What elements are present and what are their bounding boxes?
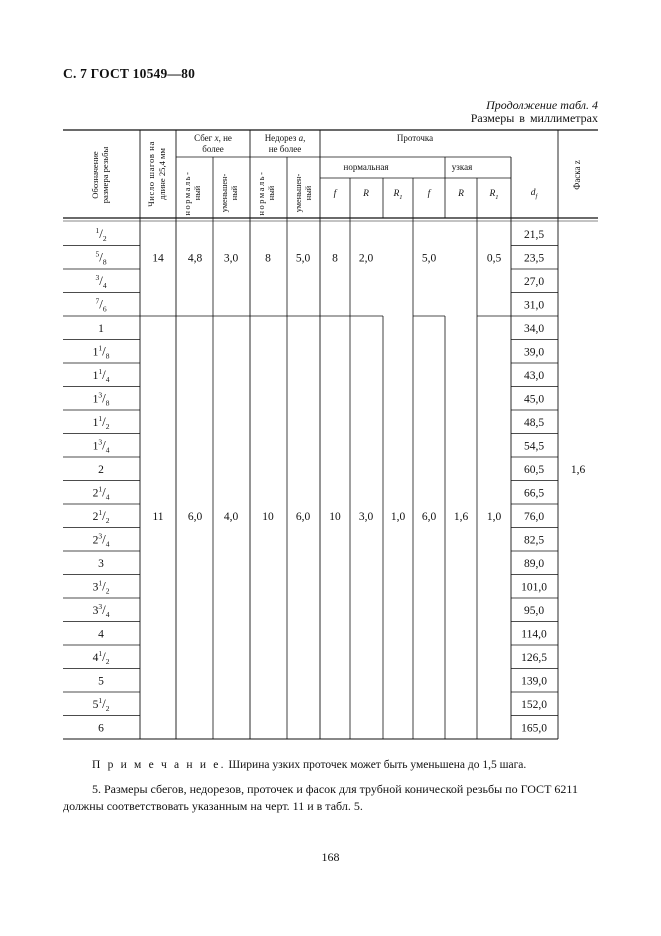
designation-slash: / <box>102 413 106 429</box>
groove-narrow-R1-value: 1,0 <box>486 510 502 523</box>
designation-denominator: 6 <box>102 304 107 314</box>
paragraph-5 <box>63 781 612 815</box>
designation-slash: / <box>102 366 106 382</box>
runout-reduced-value: 4,0 <box>223 510 239 523</box>
runout-reduced-value: 3,0 <box>223 252 239 265</box>
header-undercut-line2: не более <box>268 144 302 154</box>
row-df-value: 165,0 <box>521 722 547 735</box>
subheader-reduced-l1: уменьшен- <box>294 173 303 213</box>
row-designation <box>93 531 110 548</box>
designation-denominator: 4 <box>102 280 107 290</box>
subheader-groove-narrow: узкая <box>451 162 473 172</box>
paragraph-5-line-1: 5. Размеры сбегов, недорезов, проточек и фасок для трубной конической резьбы по ГОСТ 6211 <box>92 782 578 796</box>
undercut-reduced-value: 5,0 <box>295 252 311 265</box>
row-designation <box>93 367 110 384</box>
row-designation <box>98 464 104 476</box>
row-designation <box>98 558 104 570</box>
note-label: П р и м е ч а н и е. <box>92 759 226 771</box>
designation-numerator: 5 <box>95 249 100 259</box>
row-designation <box>93 414 110 431</box>
table-note <box>92 759 526 771</box>
row-df-value: 76,0 <box>523 510 545 523</box>
row-df-value: 43,0 <box>523 369 545 382</box>
row-designation <box>95 249 106 266</box>
row-df-value: 89,0 <box>523 557 545 570</box>
designation-slash: / <box>99 225 103 241</box>
undercut-normal-value: 10 <box>262 510 274 523</box>
row-df-value: 139,0 <box>521 675 547 688</box>
designation-slash: / <box>102 648 106 664</box>
symbol-header: R <box>458 189 464 199</box>
row-df-value: 23,5 <box>523 252 545 265</box>
designation-whole: 1 <box>92 369 99 382</box>
groove-normal-R-value: 2,0 <box>358 252 374 265</box>
designation-numerator: 3 <box>98 601 103 611</box>
designation-slash: / <box>102 437 106 453</box>
symbol-subscript: f <box>535 193 538 200</box>
designation-numerator: 1 <box>95 225 100 235</box>
row-designation <box>98 722 104 734</box>
row-df-value: 54,5 <box>523 440 545 453</box>
designation-denominator: 4 <box>105 492 110 502</box>
designation-whole: 2 <box>92 487 99 500</box>
symbol-subscript: 1 <box>495 194 499 201</box>
row-df-value: 114,0 <box>521 628 547 641</box>
row-designation <box>98 323 104 335</box>
groove-normal-R-value: 3,0 <box>358 510 374 523</box>
groove-normal-R1-value: 1,0 <box>390 510 406 523</box>
row-designation <box>98 628 104 640</box>
designation-slash: / <box>102 343 106 359</box>
row-designation <box>93 343 110 360</box>
designation-numerator: 1 <box>98 343 103 353</box>
symbol-header: $R_1$ <box>393 189 403 201</box>
designation-denominator: 8 <box>102 257 107 267</box>
designation-whole: 5 <box>98 675 104 688</box>
row-designation <box>93 602 110 619</box>
text-part: a <box>298 133 304 143</box>
designation-denominator: 4 <box>105 374 110 384</box>
designation-slash: / <box>102 601 106 617</box>
header-runout-line2: более <box>202 144 224 154</box>
header-chamfer: Фаска z <box>572 160 582 190</box>
groove-narrow-f-value: 6,0 <box>421 510 437 523</box>
designation-whole: 2 <box>98 463 104 476</box>
row-designation <box>93 508 110 525</box>
header-runout-line1 <box>194 133 232 143</box>
undercut-reduced-value: 6,0 <box>295 510 311 523</box>
designation-denominator: 8 <box>105 398 110 408</box>
designation-denominator: 8 <box>105 351 110 361</box>
note-text: Ширина узких проточек может быть уменьшена до 1,5 шага. <box>225 759 527 771</box>
designation-denominator: 2 <box>102 233 107 243</box>
row-designation <box>98 675 104 687</box>
designation-whole: 1 <box>98 322 104 335</box>
subheader-normal-l2: ный <box>193 185 202 201</box>
designation-numerator: 3 <box>98 390 103 400</box>
threads-value: 14 <box>152 252 164 265</box>
groove-normal-f-value: 10 <box>329 510 341 523</box>
designation-numerator: 1 <box>98 648 103 658</box>
row-df-value: 60,5 <box>523 463 545 476</box>
designation-whole: 1 <box>92 393 99 406</box>
designation-slash: / <box>102 507 106 523</box>
subheader-normal-l1: нормаль- <box>183 170 192 216</box>
designation-numerator: 1 <box>98 695 103 705</box>
groove-narrow-R1-value: 0,5 <box>486 252 502 265</box>
row-designation <box>93 484 110 501</box>
text-part: Недорез <box>264 133 299 143</box>
designation-numerator: 1 <box>98 484 103 494</box>
row-designation <box>95 226 106 243</box>
designation-numerator: 1 <box>98 366 103 376</box>
designation-whole: 3 <box>92 581 99 594</box>
symbol-header: f <box>333 189 337 199</box>
symbol-df-header: $d_f$ <box>530 188 538 200</box>
designation-slash: / <box>99 296 103 312</box>
designation-slash: / <box>102 578 106 594</box>
row-df-value: 95,0 <box>523 604 545 617</box>
table-continuation-label: Продолжение табл. 4 <box>486 98 598 112</box>
threads-value: 11 <box>152 510 164 523</box>
subheader-reduced-l2: ный <box>304 185 313 201</box>
subheader-groove-normal: нормальная <box>343 162 389 172</box>
text-part: , не <box>218 133 232 143</box>
row-df-value: 48,5 <box>523 416 545 429</box>
designation-whole: 4 <box>92 651 99 664</box>
symbol-header: f <box>427 189 431 199</box>
runout-normal-value: 4,8 <box>187 252 203 265</box>
designation-denominator: 4 <box>105 539 110 549</box>
designation-slash: / <box>102 390 106 406</box>
paragraph-5-line-2: должны соответствовать указанным на черт. 11 и в табл. 5. <box>63 799 363 813</box>
designation-whole: 4 <box>98 628 104 641</box>
designation-numerator: 3 <box>95 272 100 282</box>
header-designation-line2: размера резьбы <box>100 146 110 204</box>
designation-numerator: 1 <box>98 413 103 423</box>
row-df-value: 101,0 <box>521 581 547 594</box>
designation-denominator: 2 <box>105 515 110 525</box>
designation-slash: / <box>99 249 103 265</box>
designation-numerator: 1 <box>98 507 103 517</box>
groove-narrow-f-value: 5,0 <box>421 252 437 265</box>
row-designation <box>93 437 110 454</box>
groove-normal-f-value: 8 <box>332 252 338 265</box>
units-label: Размеры в миллиметрах <box>470 111 598 125</box>
designation-whole: 3 <box>98 557 104 570</box>
text-part: x <box>214 133 219 143</box>
runout-normal-value: 6,0 <box>187 510 203 523</box>
row-designation <box>93 649 110 666</box>
designation-slash: / <box>102 484 106 500</box>
undercut-normal-value: 8 <box>265 252 271 265</box>
row-designation <box>93 390 110 407</box>
designation-numerator: 7 <box>95 296 100 306</box>
row-designation <box>93 578 110 595</box>
designation-slash: / <box>102 531 106 547</box>
row-df-value: 66,5 <box>523 487 545 500</box>
designation-numerator: 1 <box>98 578 103 588</box>
row-designation <box>95 296 106 313</box>
designation-whole: 5 <box>92 698 99 711</box>
page-number: 168 <box>321 850 340 864</box>
designation-whole: 2 <box>92 510 99 523</box>
row-designation <box>95 273 106 290</box>
designation-whole: 2 <box>92 534 99 547</box>
row-df-value: 27,0 <box>523 275 545 288</box>
header-threads-line2: длине 25,4 мм <box>157 148 167 200</box>
header-groove: Проточка <box>396 133 434 143</box>
designation-whole: 3 <box>92 604 99 617</box>
subheader-reduced-l2: ный <box>230 185 239 201</box>
designation-whole: 6 <box>98 722 104 735</box>
designation-numerator: 3 <box>98 437 103 447</box>
designation-denominator: 4 <box>105 445 110 455</box>
designation-whole: 1 <box>92 440 99 453</box>
designation-whole: 1 <box>92 416 99 429</box>
designation-denominator: 2 <box>105 421 110 431</box>
designation-slash: / <box>102 695 106 711</box>
designation-numerator: 3 <box>98 531 103 541</box>
subheader-reduced-l1: уменьшен- <box>220 173 229 213</box>
subheader-normal-l1: нормаль- <box>257 170 266 216</box>
designation-denominator: 2 <box>105 703 110 713</box>
row-df-value: 45,0 <box>523 393 545 406</box>
header-threads-line1: Число шагов на <box>146 141 156 207</box>
subheader-normal-l2: ный <box>267 185 276 201</box>
designation-slash: / <box>99 272 103 288</box>
designation-denominator: 2 <box>105 586 110 596</box>
symbol-header: R <box>363 189 369 199</box>
row-df-value: 21,5 <box>523 228 545 241</box>
header-undercut-line1 <box>265 133 306 143</box>
groove-narrow-R-value: 1,6 <box>453 510 469 523</box>
row-df-value: 152,0 <box>521 698 547 711</box>
designation-denominator: 2 <box>105 656 110 666</box>
text-part: Сбег <box>194 133 215 143</box>
page-header: С. 7 ГОСТ 10549—80 <box>63 66 196 81</box>
symbol-subscript: 1 <box>399 194 403 201</box>
row-df-value: 34,0 <box>523 322 545 335</box>
row-designation <box>93 696 110 713</box>
header-designation-line1: Обозначение <box>90 151 100 199</box>
chamfer-value: 1,6 <box>570 463 586 476</box>
symbol-header: $R_1$ <box>489 189 499 201</box>
row-df-value: 82,5 <box>523 534 545 547</box>
designation-whole: 1 <box>92 346 99 359</box>
row-df-value: 31,0 <box>523 299 545 312</box>
row-df-value: 126,5 <box>521 651 547 664</box>
designation-denominator: 4 <box>105 609 110 619</box>
row-df-value: 39,0 <box>523 346 545 359</box>
text-part: , <box>303 133 306 143</box>
